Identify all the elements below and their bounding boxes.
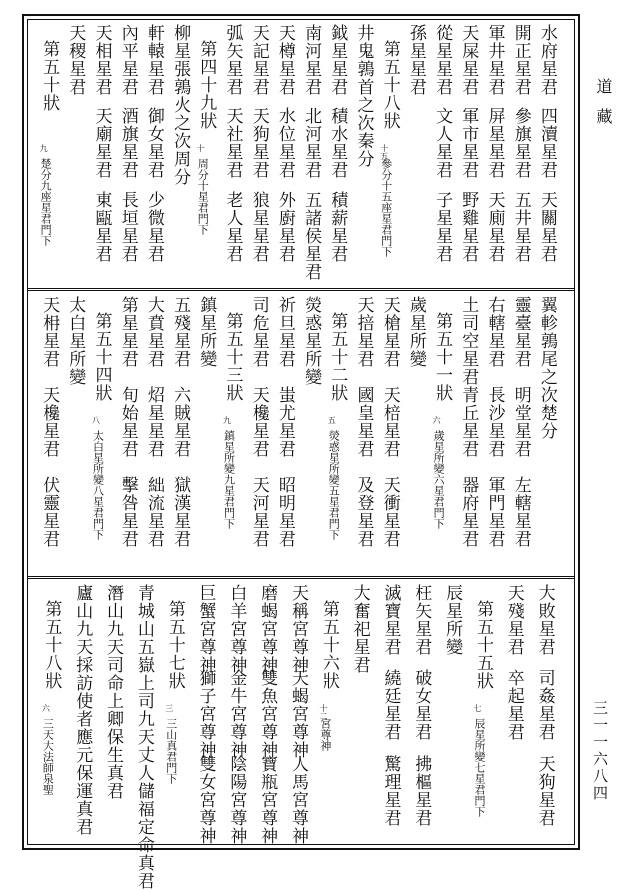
text-column-s0-c8-e0: 鉞星星君 xyxy=(327,24,348,96)
text-column-s2-c0-e0: 大敗星君 xyxy=(534,584,555,656)
page-number: 三一一六八四 xyxy=(591,700,609,802)
text-column-s2-c16-e0: 第五十八狀 xyxy=(41,600,62,690)
text-column-s1-c11-e2: 天河星君 xyxy=(248,476,269,548)
text-column-s0-c9-e0: 南河星君 xyxy=(301,24,322,96)
text-column-s0-c5-e0: 孫星星君 xyxy=(405,24,426,96)
text-column-s1-c0-e0: 翼軫鶉尾之次楚分 xyxy=(536,296,557,440)
text-column-s0-c6-e1: 十五 xyxy=(379,144,389,160)
text-column-s1-c11-e1: 天欃星君 xyxy=(248,386,269,458)
text-column-s1-c17-e1: 八 xyxy=(91,416,101,424)
text-column-s0-c18-e0: 天稷星君 xyxy=(65,24,86,96)
text-column-s2-c9-e1: 雙魚宮尊神 xyxy=(257,669,278,760)
text-column-s0-c6-e0: 第五十八狀 xyxy=(379,40,400,130)
text-column-s2-c7-e0: 第五十六狀 xyxy=(318,600,339,690)
text-column-s1-c17-e2: 太白星所變八星君門下 xyxy=(91,430,105,540)
text-column-s0-c3-e0: 天屎星君 xyxy=(458,24,479,96)
text-column-s1-c4-e0: 第五十一狀 xyxy=(432,312,453,402)
text-column-s1-c2-e1: 長沙星君 xyxy=(484,386,505,458)
text-column-s2-c9-e0: 磨蝎宮尊神 xyxy=(257,584,278,674)
text-column-s2-c10-e0: 白羊宮尊神 xyxy=(226,584,247,674)
text-column-s0-c13-e0: 第四十九狀 xyxy=(196,40,217,130)
text-column-s0-c2-e2: 天廁星君 xyxy=(484,190,505,263)
text-column-s0-c15-e2: 少微星君 xyxy=(143,190,164,263)
text-column-s2-c7-e2: 宮尊神 xyxy=(318,718,332,751)
text-column-s0-c17-e1: 天廟星君 xyxy=(91,107,112,180)
text-column-s1-c11-e0: 司危星君 xyxy=(248,296,269,368)
text-column-s1-c7-e0: 天掊星君 xyxy=(353,296,374,368)
text-column-s0-c2-e0: 軍井星君 xyxy=(484,24,505,96)
text-column-s1-c16-e2: 擊咎星君 xyxy=(117,476,138,548)
text-column-s0-c16-e0: 內平星君 xyxy=(117,24,138,96)
text-column-s0-c7-e0: 井鬼鶉首之次秦分 xyxy=(353,24,374,168)
text-column-s1-c2-e0: 右轄星君 xyxy=(484,296,505,368)
text-column-s0-c4-e2: 子星星君 xyxy=(432,190,453,263)
text-column-s0-c6-e2: 參分十五座星君門下 xyxy=(379,158,393,257)
text-column-s0-c11-e0: 天記星君 xyxy=(248,24,269,96)
text-column-s0-c16-e1: 酒旗星君 xyxy=(117,107,138,180)
text-column-s0-c10-e2: 外廚星君 xyxy=(274,190,295,263)
text-column-s0-c11-e1: 天狗星君 xyxy=(248,107,269,180)
text-column-s1-c8-e2: 熒惑星所變五星君門下 xyxy=(327,430,341,540)
text-column-s0-c17-e0: 天相星君 xyxy=(91,24,112,96)
text-column-s0-c13-e1: 十 xyxy=(196,144,206,152)
text-column-s2-c14-e0: 潛山九天司命上卿保生真君 xyxy=(103,584,124,800)
text-column-s0-c9-e1: 北河星君 xyxy=(301,107,322,180)
text-column-s2-c2-e1: 七 xyxy=(472,704,482,712)
text-column-s0-c8-e1: 積水星君 xyxy=(327,107,348,180)
text-column-s2-c12-e0: 第五十七狀 xyxy=(164,600,185,690)
text-column-s1-c5-e0: 歲星所變 xyxy=(405,296,426,368)
text-column-s1-c2-e2: 軍門星君 xyxy=(484,476,505,548)
text-column-s0-c10-e0: 天樽星君 xyxy=(274,24,295,96)
text-column-s0-c8-e2: 積薪星君 xyxy=(327,190,348,263)
section-divider-1 xyxy=(28,288,574,289)
text-column-s1-c10-e2: 昭明星君 xyxy=(274,476,295,548)
text-column-s1-c6-e0: 天槍星君 xyxy=(379,296,400,368)
text-column-s1-c1-e2: 左轄星君 xyxy=(510,476,531,548)
section-divider-4 xyxy=(28,578,574,579)
text-column-s2-c2-e2: 辰星所變七星君門下 xyxy=(472,718,486,817)
text-column-s2-c6-e0: 大奮祀星君 xyxy=(349,584,370,674)
text-column-s1-c19-e2: 伏靈星君 xyxy=(39,476,60,548)
text-column-s2-c11-e1: 獅子宮尊神 xyxy=(195,669,216,760)
section-divider-2 xyxy=(28,290,574,291)
text-column-s1-c18-e0: 太白星所變 xyxy=(65,296,86,386)
text-column-s1-c15-e0: 大賁星君 xyxy=(143,296,164,368)
text-column-s1-c17-e0: 第五十四狀 xyxy=(91,312,112,402)
text-column-s0-c19-e0: 第五十狀 xyxy=(39,40,60,112)
section-divider-3 xyxy=(28,576,574,577)
text-column-s1-c3-e1: 青丘星君 xyxy=(458,386,479,458)
text-column-s2-c4-e1: 破女星君 xyxy=(411,669,432,742)
text-column-s1-c14-e0: 五殘星君 xyxy=(170,296,191,368)
text-column-s0-c3-e2: 野雞星君 xyxy=(458,190,479,263)
text-column-s0-c1-e1: 參旗星君 xyxy=(510,107,531,180)
text-column-s2-c10-e1: 金牛宮尊神 xyxy=(226,669,247,760)
text-column-s2-c8-e0: 天稱宮尊神 xyxy=(288,584,308,674)
text-column-s1-c12-e2: 鎮星所變九星君門下 xyxy=(222,430,236,529)
text-column-s2-c5-e1: 繞廷星君 xyxy=(380,669,401,742)
text-column-s1-c3-e2: 器府星君 xyxy=(458,476,479,548)
text-column-s1-c8-e1: 五 xyxy=(327,416,337,424)
text-column-s1-c12-e0: 第五十三狀 xyxy=(222,312,243,402)
text-column-s0-c13-e2: 周分十星君門下 xyxy=(196,158,210,235)
text-column-s0-c19-e2: 楚分九座星君門下 xyxy=(39,158,53,246)
text-column-s2-c16-e1: 六 xyxy=(41,704,51,712)
text-column-s0-c12-e2: 老人星君 xyxy=(222,190,243,263)
text-column-s1-c6-e2: 天衝星君 xyxy=(379,476,400,548)
text-column-s2-c15-e0: 廬山九天採訪使者應元保運真君 xyxy=(72,584,93,836)
text-column-s1-c10-e1: 蚩尤星君 xyxy=(274,386,295,458)
text-column-s0-c1-e2: 五井星君 xyxy=(510,190,531,263)
text-column-s2-c8-e1: 天蝎宮尊神 xyxy=(288,669,308,760)
text-column-s1-c7-e2: 及登星君 xyxy=(353,476,374,548)
text-column-s1-c13-e0: 鎮星所變 xyxy=(196,296,217,368)
text-column-s1-c4-e2: 歲星所變六星君門下 xyxy=(432,430,446,529)
text-column-s0-c4-e1: 文人星君 xyxy=(432,107,453,180)
text-column-s0-c15-e1: 御女星君 xyxy=(143,107,164,180)
text-column-s2-c0-e2: 天狗星君 xyxy=(534,754,555,827)
text-column-s0-c15-e0: 軒轅星君 xyxy=(143,24,164,96)
text-column-s2-c12-e2: 三山真君門下 xyxy=(164,718,178,784)
text-column-s0-c14-e0: 柳星張鶉火之次周分 xyxy=(170,24,191,186)
text-column-s0-c9-e2: 五諸侯星君 xyxy=(301,190,322,281)
text-column-s2-c11-e0: 巨蟹宮尊神 xyxy=(195,584,216,674)
text-column-s1-c15-e1: 炤星星君 xyxy=(143,386,164,458)
text-column-s2-c11-e2: 雙女宮尊神 xyxy=(195,754,216,845)
text-column-s1-c6-e1: 天棓星君 xyxy=(379,386,400,458)
text-column-s2-c5-e2: 驚理星君 xyxy=(380,754,401,827)
text-column-s0-c11-e2: 狼星星君 xyxy=(248,190,269,263)
text-column-s1-c15-e2: 絀流星君 xyxy=(143,476,164,548)
text-column-s0-c17-e2: 東甌星君 xyxy=(91,190,112,263)
text-column-s2-c4-e0: 枉矢星君 xyxy=(411,584,432,656)
text-column-s0-c10-e1: 水位星君 xyxy=(274,107,295,180)
text-column-s2-c12-e1: 三 xyxy=(164,704,174,712)
text-column-s1-c14-e2: 獄漢星君 xyxy=(170,476,191,548)
text-column-s2-c7-e1: 十二 xyxy=(318,704,328,720)
text-column-s1-c1-e0: 靈臺星君 xyxy=(510,296,531,368)
text-column-s1-c4-e1: 六 xyxy=(432,416,442,424)
text-column-s2-c16-e2: 三天大法師泉聖 xyxy=(41,718,55,795)
text-column-s0-c0-e0: 水府星君 xyxy=(536,24,557,96)
text-column-s2-c5-e0: 滅寶星君 xyxy=(380,584,401,656)
text-column-s2-c9-e2: 寶瓶宮尊神 xyxy=(257,754,278,845)
text-column-s0-c0-e2: 天關星君 xyxy=(536,190,557,263)
text-column-s1-c9-e0: 熒惑星所變 xyxy=(301,296,322,386)
text-column-s2-c0-e1: 司姦星君 xyxy=(534,669,555,742)
text-column-s2-c3-e0: 辰星所變 xyxy=(442,584,463,656)
text-column-s1-c1-e1: 明堂星君 xyxy=(510,386,531,458)
text-column-s2-c4-e2: 拂樞星君 xyxy=(411,754,432,827)
text-column-s2-c2-e0: 第五十五狀 xyxy=(472,600,493,690)
text-column-s1-c12-e1: 九 xyxy=(222,416,232,424)
text-column-s1-c16-e1: 旬始星君 xyxy=(117,386,138,458)
text-column-s0-c12-e1: 天社星君 xyxy=(222,107,243,180)
text-column-s2-c1-e0: 天殘星君 xyxy=(503,584,524,656)
text-column-s1-c10-e0: 祈旦星君 xyxy=(274,296,295,368)
text-column-s0-c2-e1: 屏星星君 xyxy=(484,107,505,180)
text-column-s2-c10-e2: 陰陽宮尊神 xyxy=(226,754,247,845)
text-column-s0-c16-e2: 長垣星君 xyxy=(117,190,138,263)
text-column-s0-c12-e0: 弧矢星君 xyxy=(222,24,243,96)
text-column-s1-c19-e0: 天枏星君 xyxy=(39,296,60,368)
text-column-s1-c7-e1: 國皇星君 xyxy=(353,386,374,458)
text-column-s2-c13-e0: 青城山五嶽上司九天丈人儲福定命真君 xyxy=(133,584,154,890)
text-column-s0-c19-e1: 九 xyxy=(39,144,49,152)
text-column-s1-c14-e1: 六賊星君 xyxy=(170,386,191,458)
book-title: 道藏 xyxy=(594,78,613,138)
text-column-s2-c1-e1: 卒起星君 xyxy=(503,669,524,742)
text-column-s0-c3-e1: 軍市星君 xyxy=(458,107,479,180)
text-column-s0-c1-e0: 開正星君 xyxy=(510,24,531,96)
text-column-s1-c16-e0: 第星星君 xyxy=(117,296,138,368)
text-column-s1-c3-e0: 土司空星君 xyxy=(458,296,479,386)
text-column-s1-c19-e1: 天欃星君 xyxy=(39,386,60,458)
text-column-s0-c0-e1: 四瀆星君 xyxy=(536,107,557,180)
text-column-s1-c8-e0: 第五十二狀 xyxy=(327,312,348,402)
text-column-s2-c8-e2: 人馬宮尊神 xyxy=(288,754,308,845)
text-column-s0-c4-e0: 從星星君 xyxy=(432,24,453,96)
